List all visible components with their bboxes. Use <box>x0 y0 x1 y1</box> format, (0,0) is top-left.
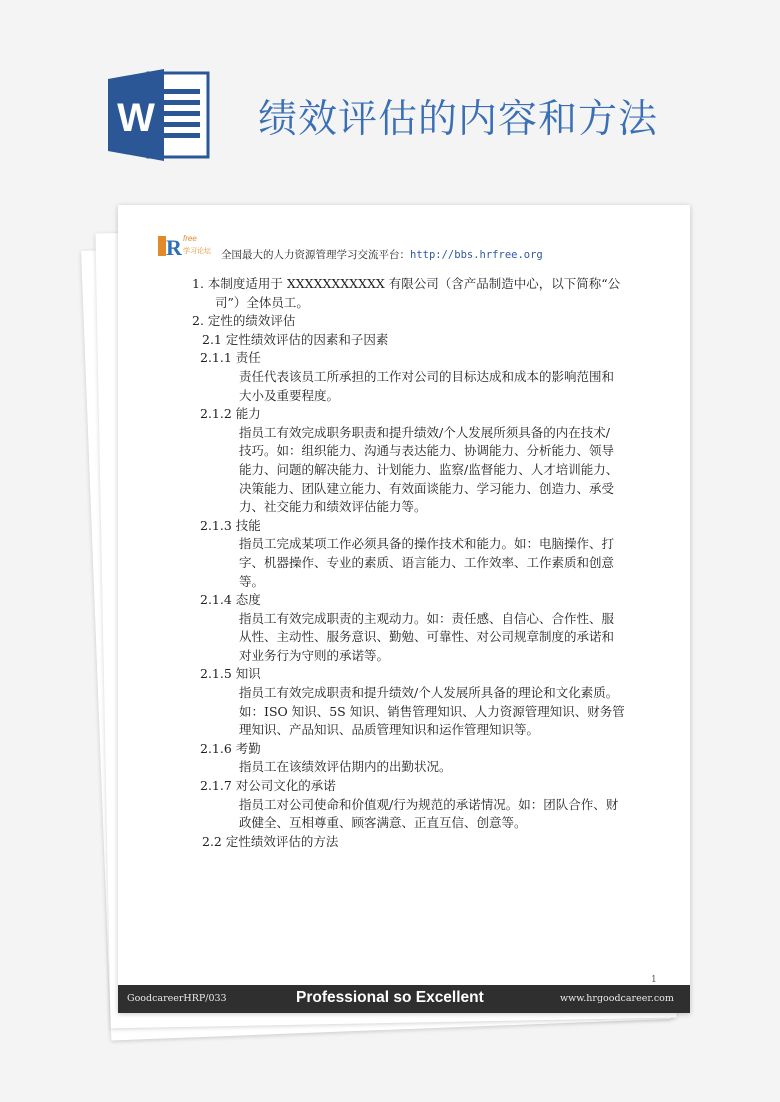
section-heading: 2. 定性的绩效评估 <box>192 313 296 329</box>
document-page <box>118 205 690 1013</box>
text-line: 力、社交能力和绩效评估能力等。 <box>239 499 427 515</box>
logo-forum: 学习论坛 <box>183 247 211 255</box>
text-line: 如：ISO 知识、5S 知识、销售管理知识、人力资源管理知识、财务管 <box>239 703 625 719</box>
text-line: 指员工完成某项工作必须具备的操作技术和能力。如：电脑操作、打 <box>239 536 615 552</box>
text-line: 字、机器操作、专业的素质、语言能力、工作效率、工作素质和创意 <box>239 554 615 570</box>
text-line: 技巧。如：组织能力、沟通与表达能力、协调能力、分析能力、领导 <box>239 443 615 459</box>
text-line: 等。 <box>239 573 265 589</box>
logo-letter: R <box>166 235 182 258</box>
item-heading: 2.1.7 对公司文化的承诺 <box>200 778 336 794</box>
footer-doc-code: GoodcareerHRP/033 <box>127 993 227 1004</box>
page-number: 1 <box>651 975 657 985</box>
text-line: 政健全、互相尊重、顾客满意、正直互信、创意等。 <box>239 815 527 831</box>
subsection-heading: 2.2 定性绩效评估的方法 <box>202 833 339 849</box>
item-heading: 2.1.2 能力 <box>200 406 261 422</box>
hrfree-logo <box>158 232 220 262</box>
text-line: 大小及重要程度。 <box>239 387 340 403</box>
text-line: 理知识、产品知识、品质管理知识和运作管理知识等。 <box>239 722 540 738</box>
word-document-icon <box>108 67 212 167</box>
text-line: 对业务行为守则的承诺等。 <box>239 647 390 663</box>
item-heading: 2.1.5 知识 <box>200 666 261 682</box>
subsection-heading: 2.1 定性绩效评估的因素和子因素 <box>202 331 389 347</box>
item-heading: 2.1.3 技能 <box>200 517 261 533</box>
text-line: 指员工有效完成职责和提升绩效/个人发展所具备的理论和文化素质。 <box>239 685 619 701</box>
text-line: 决策能力、团队建立能力、有效面谈能力、学习能力、创造力、承受 <box>239 480 615 496</box>
item-heading: 2.1.1 责任 <box>200 350 261 366</box>
item-heading: 2.1.4 态度 <box>200 592 261 608</box>
footer-slogan: Professional so Excellent <box>296 989 484 1006</box>
text-line: 1. 本制度适用于 XXXXXXXXXXX 有限公司（含产品制造中心，以下简称“公 <box>192 276 621 291</box>
svg-text:W: W <box>117 96 155 140</box>
text-line: 责任代表该员工所承担的工作对公司的目标达成和成本的影响范围和 <box>239 368 615 384</box>
footer-website[interactable]: www.hrgoodcareer.com <box>560 993 674 1004</box>
text-line: 指员工有效完成职责的主观动力。如：责任感、自信心、合作性、服 <box>239 610 615 626</box>
text-line: 指员工对公司使命和价值观/行为规范的承诺情况。如：团队合作、财 <box>239 796 619 812</box>
platform-label: 全国最大的人力资源管理学习交流平台： <box>221 249 410 261</box>
text-line: 能力、问题的解决能力、计划能力、监察/监督能力、人才培训能力、 <box>239 461 619 477</box>
page-title: 绩效评估的内容和方法 <box>258 97 659 142</box>
item-heading: 2.1.6 考勤 <box>200 740 261 756</box>
text-line: 指员工在该绩效评估期内的出勤状况。 <box>239 759 452 775</box>
platform-url[interactable]: http://bbs.hrfree.org <box>410 249 543 261</box>
text-line: 司”）全体员工。 <box>215 294 309 310</box>
text-line: 指员工有效完成职务职责和提升绩效/个人发展所须具备的内在技术/ <box>239 424 610 440</box>
platform-line <box>221 247 543 262</box>
logo-free: free <box>183 234 197 243</box>
footer-bar <box>118 985 690 1013</box>
text-line: 从性、主动性、服务意识、勤勉、可靠性、对公司规章制度的承诺和 <box>239 629 615 645</box>
document-body <box>178 275 648 851</box>
